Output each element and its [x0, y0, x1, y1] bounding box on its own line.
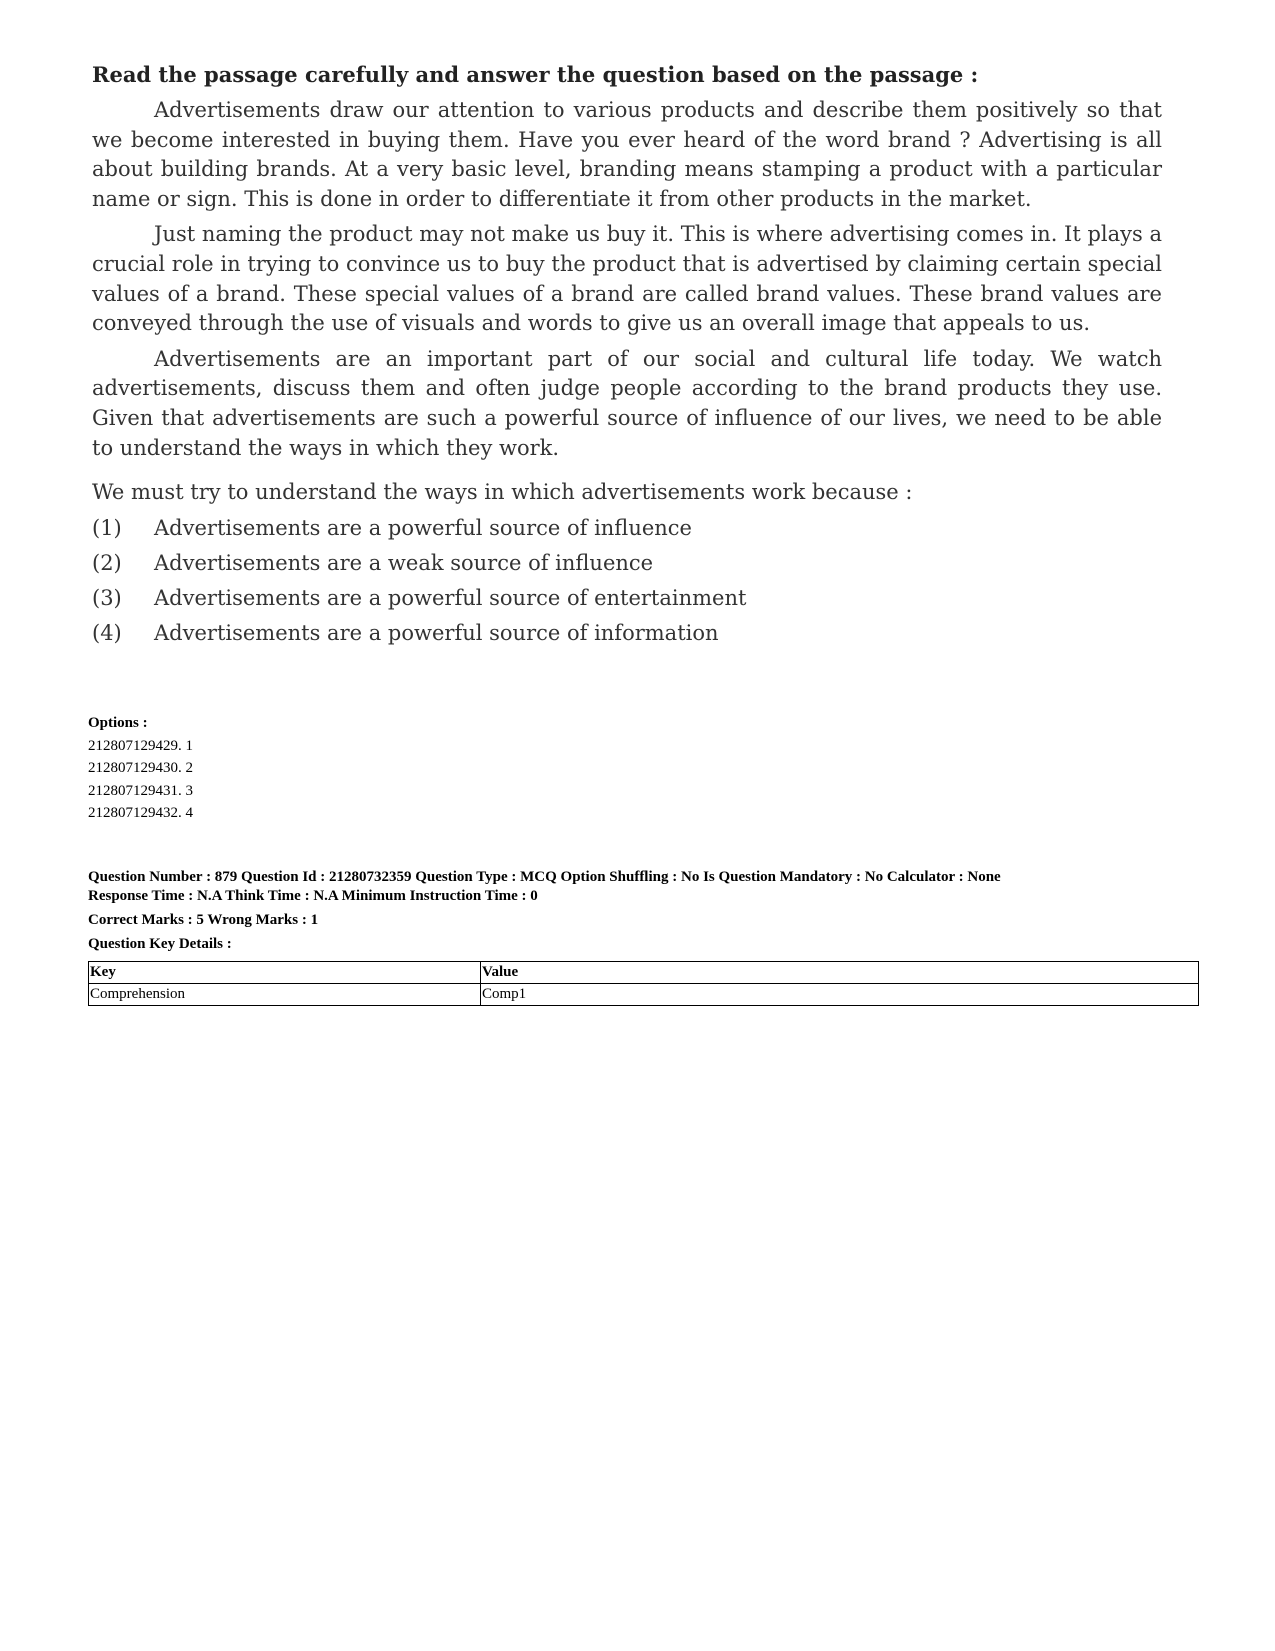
choice-text: Advertisements are a powerful source of entertainment — [154, 586, 747, 611]
marks-info-line: Correct Marks : 5 Wrong Marks : 1 — [88, 912, 319, 928]
choice-number: (4) — [92, 621, 122, 646]
answer-choice — [92, 511, 1162, 546]
passage-paragraph: Just naming the product may not make us buy it. This is where advertising comes in. It plays a crucial role in trying to convince us to buy the product that is advertised by claiming certain special values of a brand. These special values of a brand are called brand values. These brand values are conveyed through the use of visuals and words to give us an overall image that appeals to us. — [92, 222, 1162, 336]
table-row — [89, 984, 1199, 1006]
choice-number: (1) — [92, 516, 122, 541]
table-header-value: Value — [481, 962, 1199, 984]
passage-paragraph: Advertisements draw our attention to various products and describe them positively so that we become interested in buying them. Have you ever heard of the word brand ? Advertising is all about building brands. At a very basic level, branding means stamping a product with a particular name or sign. This is done in order to differentiate it from other products in the market. — [92, 98, 1162, 211]
question-stem: We must try to understand the ways in which advertisements work because : — [92, 480, 913, 505]
choice-text: Advertisements are a weak source of influence — [154, 551, 654, 576]
table-cell-value: Comp1 — [481, 984, 1199, 1006]
choice-text: Advertisements are a powerful source of influence — [154, 516, 692, 541]
options-title: Options : — [88, 715, 148, 731]
table-header-row — [89, 962, 1199, 984]
answer-choice — [92, 616, 1162, 651]
question-info-line: Question Number : 879 Question Id : 21280732359 Question Type : MCQ Option Shuffling : No Is Question Mandatory : No Calculator : None — [88, 869, 1001, 885]
option-item: 212807129432. 4 — [88, 805, 193, 821]
choice-number: (2) — [92, 551, 122, 576]
option-item: 212807129430. 2 — [88, 760, 193, 776]
table-header-key: Key — [89, 962, 481, 984]
passage-paragraph: Advertisements are an important part of our social and cultural life today. We watch advertisements, discuss them and often judge people according to the brand products they use. Given that advertisements are such a powerful source of influence of our lives, we need to be able to understand the ways in which they work. — [92, 346, 1162, 460]
choice-text: Advertisements are a powerful source of information — [154, 621, 719, 646]
options-list — [88, 712, 193, 825]
answer-choice — [92, 546, 1162, 581]
passage-image — [92, 60, 1162, 651]
table-cell-key: Comprehension — [89, 984, 481, 1006]
option-item: 212807129431. 3 — [88, 782, 193, 799]
answer-choice — [92, 581, 1162, 616]
option-item: 212807129429. 1 — [88, 737, 193, 754]
passage-heading: Read the passage carefully and answer the question based on the passage : — [92, 62, 979, 87]
choice-number: (3) — [92, 586, 122, 611]
question-metadata — [88, 868, 1198, 954]
question-key-table — [88, 961, 1199, 1006]
timing-info-line: Response Time : N.A Think Time : N.A Minimum Instruction Time : 0 — [88, 888, 538, 904]
key-details-title: Question Key Details : — [88, 936, 232, 952]
